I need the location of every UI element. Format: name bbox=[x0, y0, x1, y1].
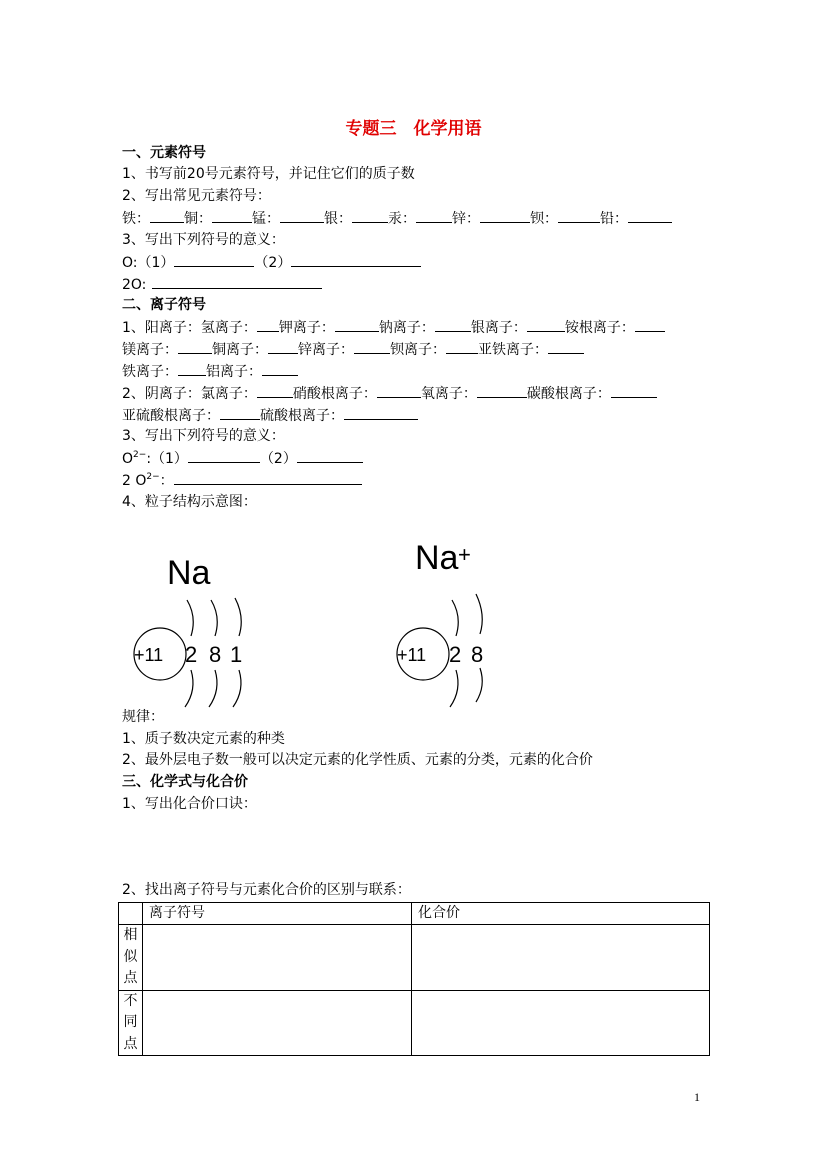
blank-fe3[interactable] bbox=[178, 361, 206, 376]
na-shell-arc-2-bottom bbox=[209, 670, 217, 707]
s2-item4: 4、粒子结构示意图： bbox=[122, 494, 257, 510]
na-ion-shell-2-count: 8 bbox=[471, 642, 484, 667]
blank-h[interactable] bbox=[257, 317, 279, 332]
cell-similarities-ion[interactable] bbox=[143, 925, 412, 991]
s1-item2: 2、写出常见元素符号： bbox=[122, 188, 271, 204]
blank-hg[interactable] bbox=[416, 208, 452, 223]
blank-cu-ion[interactable] bbox=[268, 339, 298, 354]
o2-meaning-row: $O^{2-}:(1)$ （2） bbox=[122, 448, 363, 473]
cation-row1: 1、阳离子：氢离子： 钾离子： 钠离子： 银离子： 铵根离子： bbox=[122, 317, 665, 340]
blank-zn-ion[interactable] bbox=[354, 339, 390, 354]
table-header-row bbox=[119, 903, 710, 925]
blank-so3[interactable] bbox=[220, 405, 260, 420]
na-symbol: Na bbox=[167, 554, 211, 592]
blank-o-1[interactable] bbox=[174, 252, 254, 267]
blank-al[interactable] bbox=[262, 361, 298, 376]
na-shell-arc-2-top bbox=[211, 600, 217, 636]
blank-na[interactable] bbox=[435, 317, 471, 332]
blank-o2-1[interactable] bbox=[188, 448, 260, 463]
na-shell-arc-3-top bbox=[235, 598, 241, 636]
rule-2: 2、最外层电子数一般可以决定元素的化学性质、元素的分类，元素的化合价 bbox=[122, 752, 593, 768]
blank-2o[interactable] bbox=[152, 274, 322, 289]
blank-ba[interactable] bbox=[558, 208, 600, 223]
section1-heading: 一、元素符号 bbox=[122, 145, 206, 161]
na-ion-symbol: Na bbox=[415, 539, 459, 577]
s1-item1: 1、书写前20号元素符号，并记住它们的质子数 bbox=[122, 166, 415, 182]
na-ion-diagram bbox=[390, 530, 530, 710]
blank-no3[interactable] bbox=[377, 383, 421, 398]
na-shell-arc-3-bottom bbox=[233, 670, 241, 707]
blank-so4[interactable] bbox=[344, 405, 418, 420]
na-ion-charge: + bbox=[458, 542, 471, 567]
element-blanks-row: 铁： 铜： 锰： 银： 汞： 锌： 钡： 铅： bbox=[122, 208, 672, 231]
na-nucleus-charge: +11 bbox=[134, 645, 164, 665]
na-shell-1-count: 2 bbox=[185, 642, 198, 667]
cation-row3: 铁离子： 铝离子： bbox=[122, 361, 298, 384]
na-ion-shell-arc-2-bottom bbox=[476, 668, 482, 702]
blank-nh4[interactable] bbox=[635, 317, 665, 332]
cation-row2: 镁离子： 铜离子： 锌离子： 钡离子： 亚铁离子： bbox=[122, 339, 584, 362]
table-corner-cell bbox=[119, 903, 143, 925]
blank-o-2[interactable] bbox=[291, 252, 421, 267]
2o2-meaning-row: 2 $O^{2-}$： bbox=[122, 470, 362, 495]
na-shell-3-count: 1 bbox=[230, 642, 243, 667]
cell-differences-valence[interactable] bbox=[412, 990, 710, 1056]
section2-heading: 二、离子符号 bbox=[122, 297, 206, 313]
blank-o2-2[interactable] bbox=[297, 448, 363, 463]
o-meaning-row: O:（1） （2） bbox=[122, 252, 421, 275]
2o-meaning-row: 2O: bbox=[122, 274, 322, 297]
blank-zn[interactable] bbox=[480, 208, 530, 223]
table-row-similarities bbox=[119, 925, 710, 991]
rules-heading: 规律： bbox=[122, 709, 164, 725]
col-ion-symbol-header: 离子符号 bbox=[143, 903, 412, 925]
row-similarities-label: 相 似 点 bbox=[119, 925, 143, 991]
rule-1: 1、质子数决定元素的种类 bbox=[122, 731, 285, 747]
cell-differences-ion[interactable] bbox=[143, 990, 412, 1056]
s2-item3: 3、写出下列符号的意义： bbox=[122, 428, 285, 444]
anion-row1: 2、阴离子：氯离子： 硝酸根离子： 氧离子： 碳酸根离子： bbox=[122, 383, 657, 406]
blank-fe[interactable] bbox=[150, 208, 184, 223]
blank-ag[interactable] bbox=[352, 208, 388, 223]
col-valence-header: 化合价 bbox=[412, 903, 710, 925]
blank-cu[interactable] bbox=[212, 208, 252, 223]
s3-item2: 2、找出离子符号与元素化合价的区别与联系： bbox=[122, 882, 411, 898]
blank-co3[interactable] bbox=[611, 383, 657, 398]
na-shell-arc-1-bottom bbox=[185, 670, 193, 707]
blank-ba-ion[interactable] bbox=[446, 339, 478, 354]
na-ion-shell-1-count: 2 bbox=[449, 642, 462, 667]
blank-o-ion[interactable] bbox=[477, 383, 527, 398]
na-shell-arc-1-top bbox=[187, 600, 193, 636]
blank-cl[interactable] bbox=[257, 383, 293, 398]
na-ion-shell-arc-2-top bbox=[476, 594, 482, 634]
na-ion-shell-arc-1-top bbox=[452, 600, 458, 636]
blank-k[interactable] bbox=[335, 317, 379, 332]
blank-fe2[interactable] bbox=[548, 339, 584, 354]
table-row-differences bbox=[119, 990, 710, 1056]
na-shell-2-count: 8 bbox=[209, 642, 222, 667]
na-atom-diagram bbox=[125, 540, 275, 710]
blank-pb[interactable] bbox=[628, 208, 672, 223]
s1-item3: 3、写出下列符号的意义： bbox=[122, 232, 285, 248]
cell-similarities-valence[interactable] bbox=[412, 925, 710, 991]
na-ion-nucleus-charge: +11 bbox=[397, 645, 427, 665]
page-number: 1 bbox=[694, 1090, 700, 1104]
blank-2o2[interactable] bbox=[174, 470, 362, 485]
comparison-table bbox=[118, 902, 710, 1056]
blank-mg[interactable] bbox=[178, 339, 212, 354]
page-title: 专题三 化学用语 bbox=[345, 119, 482, 139]
na-ion-shell-arc-1-bottom bbox=[450, 670, 458, 707]
row-differences-label: 不 同 点 bbox=[119, 990, 143, 1056]
blank-ag-ion[interactable] bbox=[527, 317, 565, 332]
blank-mn[interactable] bbox=[280, 208, 324, 223]
anion-row2: 亚硫酸根离子： 硫酸根离子： bbox=[122, 405, 418, 428]
section3-heading: 三、化学式与化合价 bbox=[122, 774, 248, 790]
s3-item1: 1、写出化合价口诀： bbox=[122, 796, 257, 812]
